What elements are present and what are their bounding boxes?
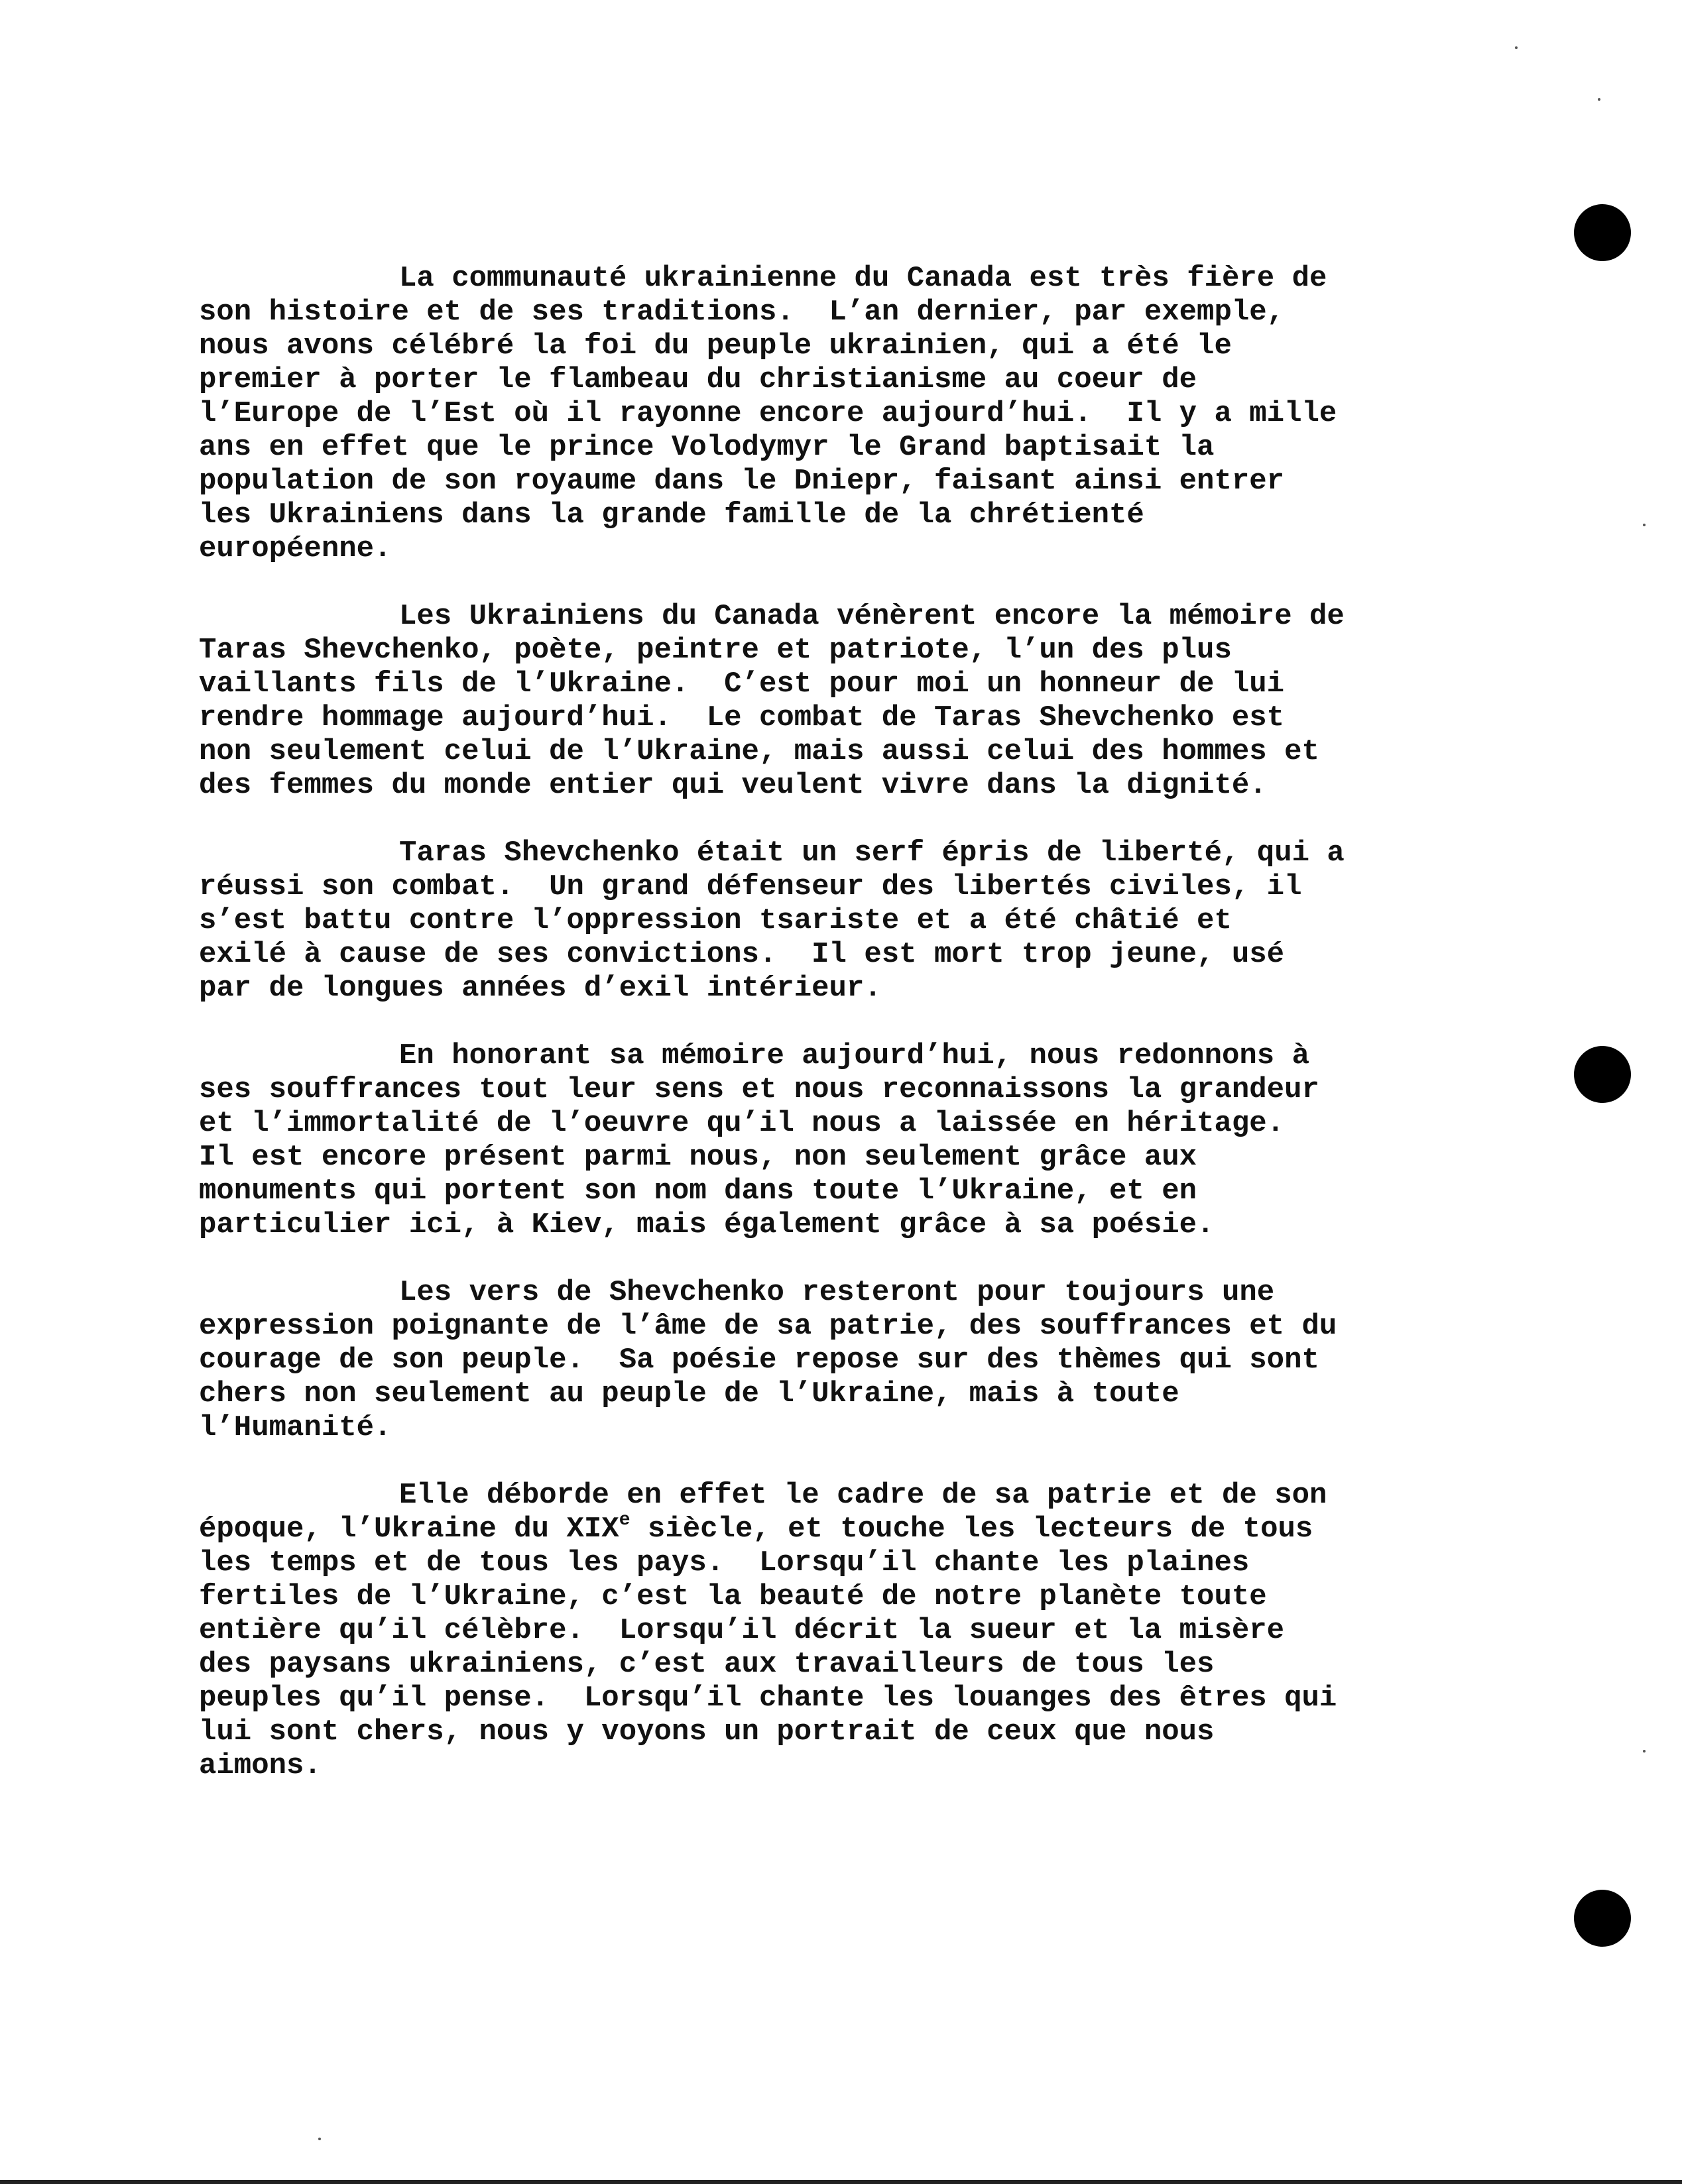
text-line: En honorant sa mémoire aujourd’hui, nous redonnons à xyxy=(399,1039,1310,1072)
text-line: l’Europe de l’Est où il rayonne encore aujourd’hui. Il y a mille xyxy=(199,397,1337,430)
letter-body xyxy=(199,262,1512,1817)
scan-speck xyxy=(1598,98,1600,101)
punch-hole xyxy=(1574,204,1631,261)
text-line: rendre hommage aujourd’hui. Le combat de Taras Shevchenko est xyxy=(199,701,1285,734)
text-line: des femmes du monde entier qui veulent vivre dans la dignité. xyxy=(199,769,1267,802)
superscript: e xyxy=(619,1510,631,1530)
text-line: entière qu’il célèbre. Lorsqu’il décrit la sueur et la misère xyxy=(199,1614,1285,1647)
paragraph xyxy=(199,1276,1512,1445)
text-line: l’Humanité. xyxy=(199,1411,392,1444)
text-line: peuples qu’il pense. Lorsqu’il chante les louanges des êtres qui xyxy=(199,1682,1337,1715)
text-line: courage de son peuple. Sa poésie repose sur des thèmes qui sont xyxy=(199,1344,1319,1377)
text-line: fertiles de l’Ukraine, c’est la beauté de notre planète toute xyxy=(199,1580,1267,1613)
text-line: et l’immortalité de l’oeuvre qu’il nous a laissée en héritage. xyxy=(199,1107,1285,1140)
scan-speck xyxy=(1515,46,1518,49)
scan-bottom-edge xyxy=(0,2180,1682,2184)
text-line: chers non seulement au peuple de l’Ukraine, mais à toute xyxy=(199,1377,1179,1410)
text-line: lui sont chers, nous y voyons un portrait de ceux que nous xyxy=(199,1715,1215,1749)
text-line: européenne. xyxy=(199,532,392,565)
text-line: expression poignante de l’âme de sa patrie, des souffrances et du xyxy=(199,1310,1337,1343)
text-line: réussi son combat. Un grand défenseur des libertés civiles, il xyxy=(199,870,1302,903)
punch-hole xyxy=(1574,1046,1631,1103)
punch-hole xyxy=(1574,1890,1631,1947)
scan-speck xyxy=(1643,1750,1646,1753)
text-line: ses souffrances tout leur sens et nous reconnaissons la grandeur xyxy=(199,1073,1319,1106)
text-line: non seulement celui de l’Ukraine, mais aussi celui des hommes et xyxy=(199,735,1319,768)
text-line: les temps et de tous les pays. Lorsqu’il chante les plaines xyxy=(199,1546,1250,1580)
text-line: les Ukrainiens dans la grande famille de la chrétienté xyxy=(199,498,1144,532)
paragraph xyxy=(199,1039,1512,1242)
text-line: Les Ukrainiens du Canada vénèrent encore la mémoire de xyxy=(399,600,1345,633)
text-line: monuments qui portent son nom dans toute l’Ukraine, et en xyxy=(199,1175,1197,1208)
text-line: des paysans ukrainiens, c’est aux travailleurs de tous les xyxy=(199,1648,1215,1681)
paragraph xyxy=(199,836,1512,1006)
text-line: Taras Shevchenko était un serf épris de liberté, qui a xyxy=(399,836,1345,870)
text-line: époque, l’Ukraine du XIXe siècle, et touche les lecteurs de tous xyxy=(199,1510,1313,1546)
text-line: La communauté ukrainienne du Canada est très fière de xyxy=(399,262,1327,295)
text-line: ans en effet que le prince Volodymyr le Grand baptisait la xyxy=(199,431,1215,464)
text-line: premier à porter le flambeau du christianisme au coeur de xyxy=(199,363,1197,396)
text-line: particulier ici, à Kiev, mais également grâce à sa poésie. xyxy=(199,1208,1215,1241)
scan-speck xyxy=(318,2138,321,2140)
text-line: nous avons célébré la foi du peuple ukrainien, qui a été le xyxy=(199,329,1232,363)
text-line: Taras Shevchenko, poète, peintre et patriote, l’un des plus xyxy=(199,634,1232,667)
text-line: population de son royaume dans le Dniepr, faisant ainsi entrer xyxy=(199,465,1285,498)
text-line: Les vers de Shevchenko resteront pour toujours une xyxy=(399,1276,1275,1309)
text-line: son histoire et de ses traditions. L’an dernier, par exemple, xyxy=(199,296,1285,329)
scan-speck xyxy=(1643,524,1646,526)
text-line: vaillants fils de l’Ukraine. C’est pour moi un honneur de lui xyxy=(199,667,1285,701)
text-line: Il est encore présent parmi nous, non seulement grâce aux xyxy=(199,1141,1197,1174)
paragraph xyxy=(199,1479,1512,1783)
text-line: s’est battu contre l’oppression tsariste et a été châtié et xyxy=(199,904,1232,937)
text-line: Elle déborde en effet le cadre de sa patrie et de son xyxy=(399,1479,1327,1512)
text-line: aimons. xyxy=(199,1749,322,1782)
paragraph xyxy=(199,600,1512,803)
text-line: par de longues années d’exil intérieur. xyxy=(199,972,882,1005)
paragraph xyxy=(199,262,1512,566)
text-line: exilé à cause de ses convictions. Il est mort trop jeune, usé xyxy=(199,938,1285,971)
